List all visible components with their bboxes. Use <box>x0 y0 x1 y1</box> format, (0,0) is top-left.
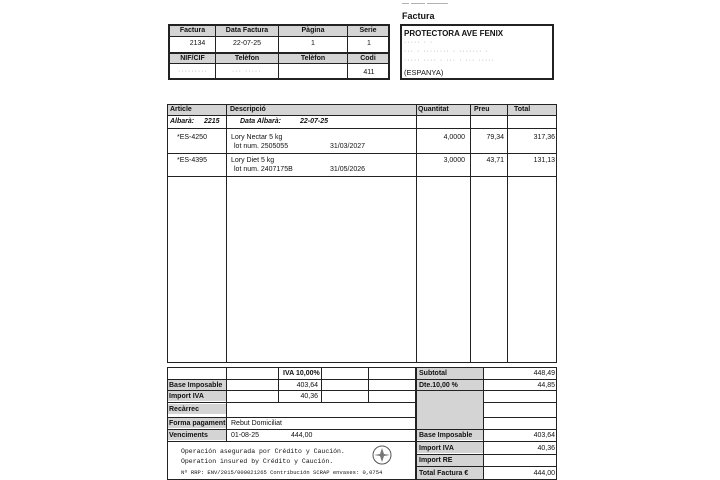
redacted-address-2: ··· · ········ · ······· · <box>404 48 489 55</box>
series-number: 1 <box>367 40 371 47</box>
item-lot: lot num. 2407175B <box>234 166 293 173</box>
col-quantity: Quantitat <box>418 106 449 113</box>
discount-label: Dte.10,00 % <box>419 382 458 389</box>
col-article: Article <box>170 106 192 113</box>
import-iva-value: 40,36 <box>300 393 318 400</box>
customer-code: 411 <box>363 69 375 76</box>
redacted-phone: ··· ····· <box>232 68 262 75</box>
top-cut-text: — —— ——— <box>402 0 448 7</box>
customer-country: (ESPANYA) <box>404 68 444 77</box>
recarrec-label: Recàrrec <box>169 406 199 413</box>
subtotal-value: 448,49 <box>533 370 555 377</box>
item-price: 43,71 <box>486 157 504 164</box>
base-label: Base Imposable <box>169 382 223 389</box>
meta-header-factura: Factura <box>179 27 206 34</box>
col-price: Preu <box>474 106 490 113</box>
redacted-address-1: ····· · · <box>404 39 434 46</box>
meta-header-phone2: Telèfon <box>300 55 326 62</box>
redacted-nif: ········· <box>178 68 208 75</box>
redacted-address-3: ····· ···· · ··· · ··· ····· <box>404 57 495 64</box>
payment-method-value: Rebut Domiciliat <box>231 420 282 427</box>
totals-re-label: Import RE <box>419 457 453 464</box>
item-quantity: 3,0000 <box>443 157 465 164</box>
albara-label: Albarà: <box>170 118 195 125</box>
footer-note-es: Operación asegurada por Crédito y Caución. <box>181 448 345 455</box>
invoice-date: 22-07-25 <box>232 40 262 47</box>
subtotal-label: Subtotal <box>419 370 447 377</box>
payment-method-label: Forma pagament <box>169 420 226 427</box>
item-expiry: 31/05/2026 <box>330 166 366 173</box>
discount-value: 44,85 <box>537 382 555 389</box>
totals-iva-label: Import IVA <box>419 445 454 452</box>
item-description: Lory Diet 5 kg <box>231 157 275 164</box>
item-expiry: 31/03/2027 <box>330 143 366 150</box>
item-description: Lory Nectar 5 kg <box>231 134 283 141</box>
meta-header-date: Data Factura <box>225 27 269 34</box>
footer-note-en: Operation insured by Crédito y Caución. <box>181 458 334 465</box>
iva-label: IVA <box>283 370 295 377</box>
base-value: 403,64 <box>296 382 318 389</box>
totals-iva-value: 40,36 <box>537 445 555 452</box>
meta-header-nif: NIF/CIF <box>180 55 205 62</box>
iva-rate: 10,00% <box>296 370 320 377</box>
item-price: 79,34 <box>486 134 504 141</box>
item-lot: lot num. 2505055 <box>234 143 289 150</box>
due-date: 01-08-25 <box>231 432 260 439</box>
albara-date: 22-07-25 <box>300 118 329 125</box>
due-amount: 444,00 <box>291 432 313 439</box>
col-total: Total <box>514 106 531 113</box>
albara-number: 2215 <box>204 118 220 125</box>
invoice-number: 2134 <box>189 40 206 47</box>
invoice-total-value: 444,00 <box>533 470 555 477</box>
item-quantity: 4,0000 <box>443 134 465 141</box>
credit-insurance-logo <box>372 445 392 465</box>
invoice-total-label: Total Factura € <box>419 470 469 477</box>
item-total: 317,36 <box>533 134 555 141</box>
page-number: 1 <box>311 40 315 47</box>
totals-base-value: 403,64 <box>533 432 555 439</box>
meta-header-page: Pàgina <box>301 27 325 34</box>
item-code: *ES-4395 <box>177 157 207 164</box>
col-description: Descripció <box>230 106 266 113</box>
meta-header-phone1: Telèfon <box>234 55 260 62</box>
document-type-label: Factura <box>402 11 435 21</box>
meta-header-code: Codi <box>360 55 376 62</box>
import-iva-label: Import IVA <box>169 393 204 400</box>
meta-header-serie: Serie <box>359 27 377 34</box>
item-code: *ES-4250 <box>177 134 207 141</box>
totals-base-label: Base Imposable <box>419 432 473 439</box>
due-label: Venciments <box>169 432 208 439</box>
item-total: 131,13 <box>533 157 555 164</box>
albara-date-label: Data Albarà: <box>240 118 281 125</box>
customer-name: PROTECTORA AVE FENIX <box>404 29 504 38</box>
footer-note-scrap: Nº RRP: ENV/2015/000021265 Contribución SCRAP envases: 0,0754 <box>181 469 383 476</box>
